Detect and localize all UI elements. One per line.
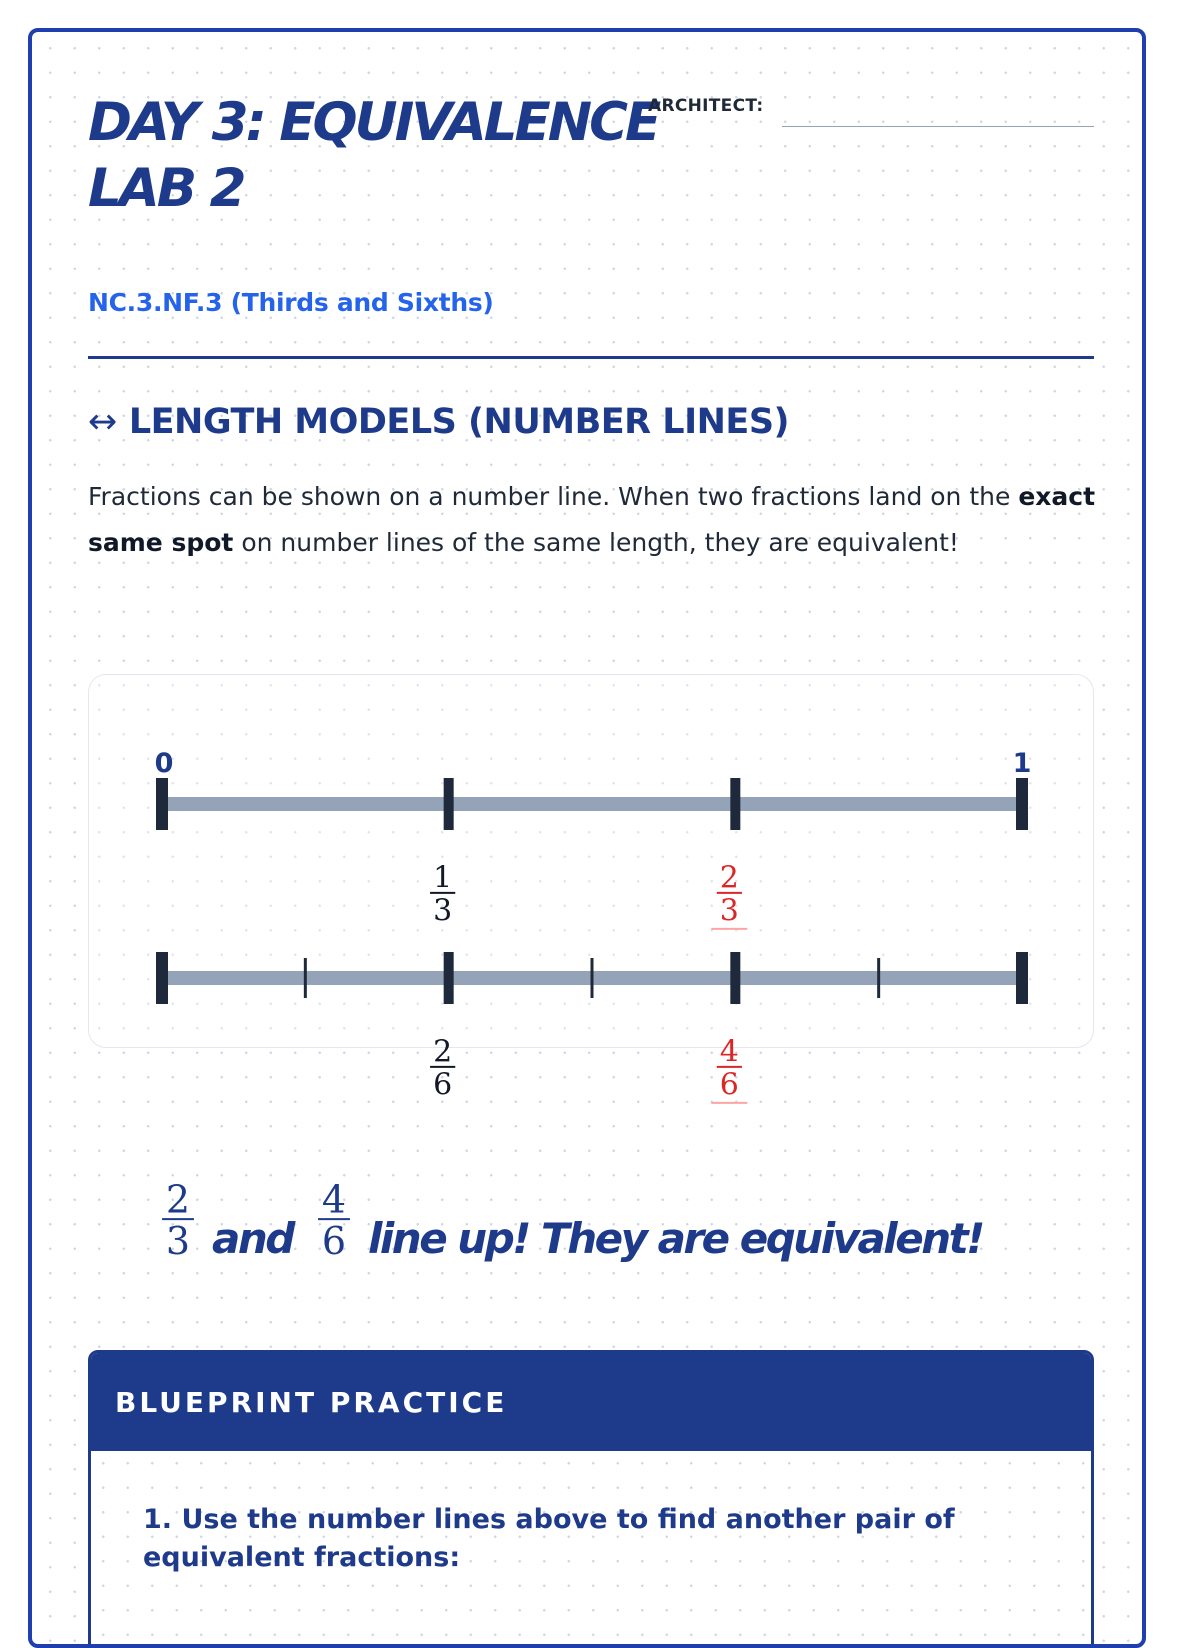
thirds-label-2-denominator: 3 xyxy=(719,893,739,929)
sixths-label-2-denominator: 6 xyxy=(433,1067,453,1103)
intro-emphasis: exact same spot xyxy=(88,482,1096,557)
standard-code: NC.3.NF.3 (Thirds and Sixths) xyxy=(88,288,494,317)
intro-text-end: on number lines of the same length, they are equivalent! xyxy=(233,528,959,557)
sixths-minor-tick xyxy=(304,958,307,998)
sixths-label-4 xyxy=(711,1035,747,1103)
sixths-minor-tick xyxy=(877,958,880,998)
worksheet-page xyxy=(28,28,1146,1648)
thirds-major-tick xyxy=(444,778,454,830)
callout-fraction-a-denominator: 3 xyxy=(165,1219,191,1264)
callout-fraction-a-numerator: 2 xyxy=(165,1177,191,1222)
practice-question: 1. Use the number lines above to find another pair of equivalent fractions: xyxy=(143,1504,955,1573)
intro-text-start: Fractions can be shown on a number line. When two fractions land on the xyxy=(88,482,1019,511)
sixths-major-tick xyxy=(730,952,740,1004)
sixths-endpoint-tick xyxy=(1016,952,1028,1004)
sixths-label-2-numerator: 2 xyxy=(433,1034,453,1070)
label-one: 1 xyxy=(1012,748,1032,779)
practice-body xyxy=(91,1451,1091,1648)
number-line-diagram xyxy=(32,32,1146,1152)
section-heading-text: LENGTH MODELS (NUMBER LINES) xyxy=(128,402,790,442)
practice-heading: BLUEPRINT PRACTICE xyxy=(91,1353,1091,1451)
thirds-label-1-denominator: 3 xyxy=(433,893,453,929)
thirds-endpoint-tick xyxy=(156,778,168,830)
number-line-sixths xyxy=(156,952,1028,1004)
thirds-major-tick xyxy=(730,778,740,830)
sixths-endpoint-tick xyxy=(156,952,168,1004)
thirds-label-2-numerator: 2 xyxy=(719,860,739,896)
blueprint-practice-card xyxy=(88,1350,1094,1648)
thirds-label-1 xyxy=(430,861,455,929)
callout-fraction-b-numerator: 4 xyxy=(321,1177,347,1222)
thirds-endpoint-tick xyxy=(1016,778,1028,830)
label-zero: 0 xyxy=(154,748,174,779)
number-line-thirds xyxy=(156,778,1028,830)
sixths-label-4-denominator: 6 xyxy=(719,1067,739,1103)
callout-fraction-a xyxy=(162,1177,194,1263)
sixths-label-2 xyxy=(430,1035,455,1103)
callout-fraction-b xyxy=(318,1177,350,1263)
sixths-minor-tick xyxy=(591,958,594,998)
page-title: DAY 3: EQUIVALENCE LAB 2 xyxy=(88,92,659,219)
sixths-major-tick xyxy=(444,952,454,1004)
thirds-label-2 xyxy=(711,861,747,929)
sixths-label-4-numerator: 4 xyxy=(719,1034,739,1070)
architect-label: ARCHITECT: xyxy=(648,96,764,116)
equivalence-callout xyxy=(158,1170,1058,1280)
thirds-label-1-numerator: 1 xyxy=(433,860,453,896)
callout-statement: line up! They are equivalent! xyxy=(368,1214,983,1263)
callout-connector: and xyxy=(212,1214,293,1263)
left-right-arrow-icon: ↔ xyxy=(88,402,117,442)
callout-fraction-b-denominator: 6 xyxy=(321,1219,347,1264)
